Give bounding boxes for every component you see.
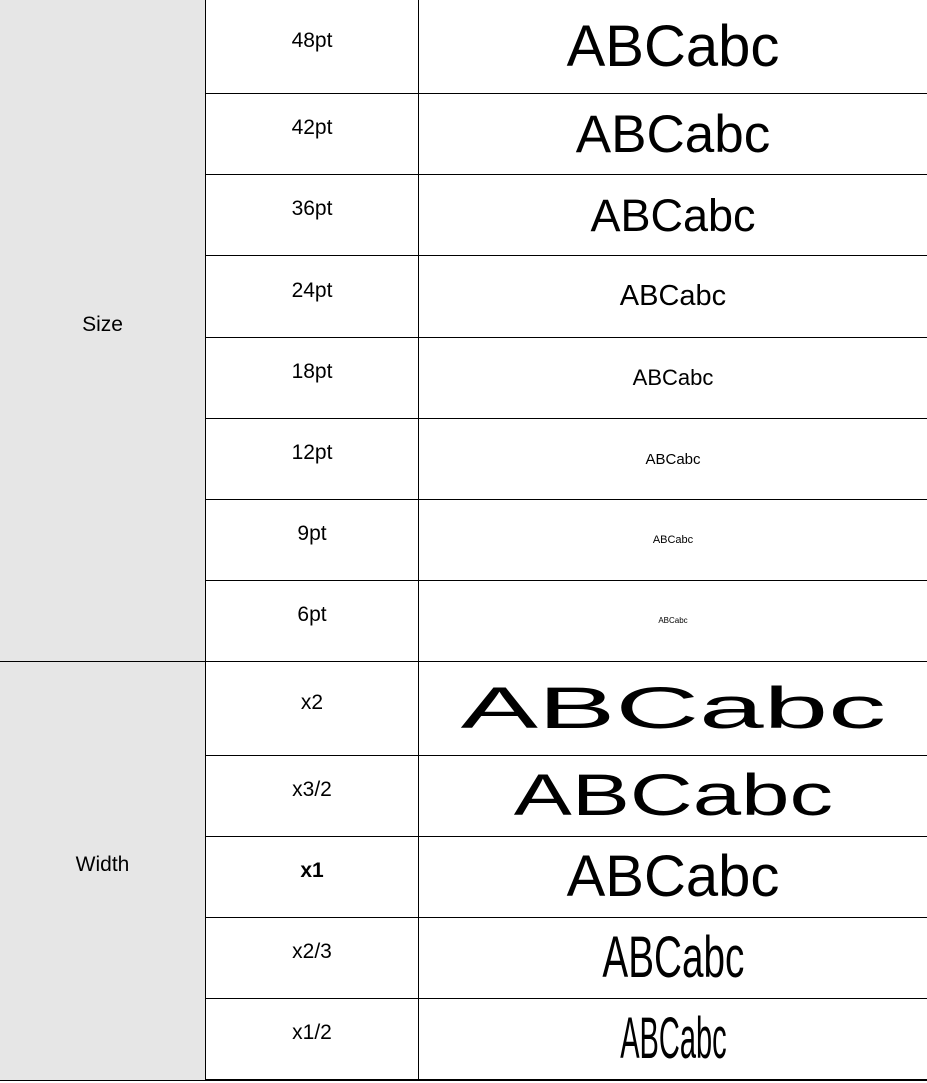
sample-text: ABCabc: [566, 844, 780, 909]
table-row: [206, 419, 927, 500]
sample-cell: [419, 662, 927, 755]
sample-text: ABCabc: [619, 280, 727, 312]
table-row: [206, 999, 927, 1080]
setting-label: 48pt: [291, 28, 333, 52]
sample-cell: [419, 581, 927, 661]
setting-cell: [206, 0, 419, 93]
setting-cell: [206, 581, 419, 661]
size-group-cell: [0, 0, 206, 661]
sample-text: ABCabc: [658, 616, 688, 625]
table-row: [206, 175, 927, 256]
setting-label: 42pt: [291, 116, 333, 139]
sample-cell: [419, 256, 927, 337]
setting-label: x1: [300, 859, 324, 882]
sample-text: ABCabc: [619, 1006, 727, 1071]
sample-cell: [419, 338, 927, 418]
setting-label: 12pt: [291, 441, 333, 464]
table-row: [206, 837, 927, 918]
sample-text: ABCabc: [460, 675, 886, 741]
sample-text: ABCabc: [602, 925, 744, 990]
table-row: [206, 918, 927, 999]
sample-text: ABCabc: [566, 13, 780, 79]
sample-text: ABCabc: [652, 533, 694, 546]
sample-cell: [419, 175, 927, 255]
setting-label: x3/2: [292, 778, 332, 801]
setting-label: x1/2: [292, 1021, 332, 1044]
sample-text: ABCabc: [513, 763, 833, 828]
setting-cell: [206, 756, 419, 836]
sample-cell: [419, 419, 927, 499]
sample-cell: [419, 756, 927, 836]
sample-cell: [419, 0, 927, 93]
sample-cell: [419, 918, 927, 998]
sample-cell: [419, 94, 927, 174]
sample-text: ABCabc: [645, 450, 701, 468]
setting-cell: [206, 419, 419, 499]
setting-label: 18pt: [291, 360, 333, 383]
sample-cell: [419, 837, 927, 917]
setting-cell: [206, 175, 419, 255]
setting-label: 36pt: [291, 197, 333, 220]
setting-cell: [206, 338, 419, 418]
sample-text: ABCabc: [575, 104, 771, 164]
setting-cell: [206, 918, 419, 998]
table-row: [206, 500, 927, 581]
size-group-label: Size: [82, 312, 123, 336]
table-row: [206, 581, 927, 662]
setting-label: 24pt: [291, 278, 333, 302]
table-row: [206, 94, 927, 175]
setting-cell: [206, 94, 419, 174]
setting-cell: [206, 256, 419, 337]
width-group-cell: [0, 661, 206, 1080]
setting-label: x2: [300, 690, 324, 714]
setting-cell: [206, 999, 419, 1079]
setting-cell: [206, 837, 419, 917]
width-group-label: Width: [75, 853, 130, 876]
sample-text: ABCabc: [632, 365, 714, 390]
table-row: [206, 662, 927, 756]
setting-label: 9pt: [297, 522, 327, 545]
setting-cell: [206, 662, 419, 755]
table-row: [206, 756, 927, 837]
sample-text: ABCabc: [590, 189, 756, 241]
table-row: [206, 0, 927, 94]
setting-cell: [206, 500, 419, 580]
table-row: [206, 338, 927, 419]
setting-label: x2/3: [292, 940, 332, 963]
setting-label: 6pt: [297, 603, 327, 626]
table-row: [206, 256, 927, 338]
sample-cell: [419, 999, 927, 1079]
sample-cell: [419, 500, 927, 580]
table-bottom-border: [0, 1080, 927, 1081]
